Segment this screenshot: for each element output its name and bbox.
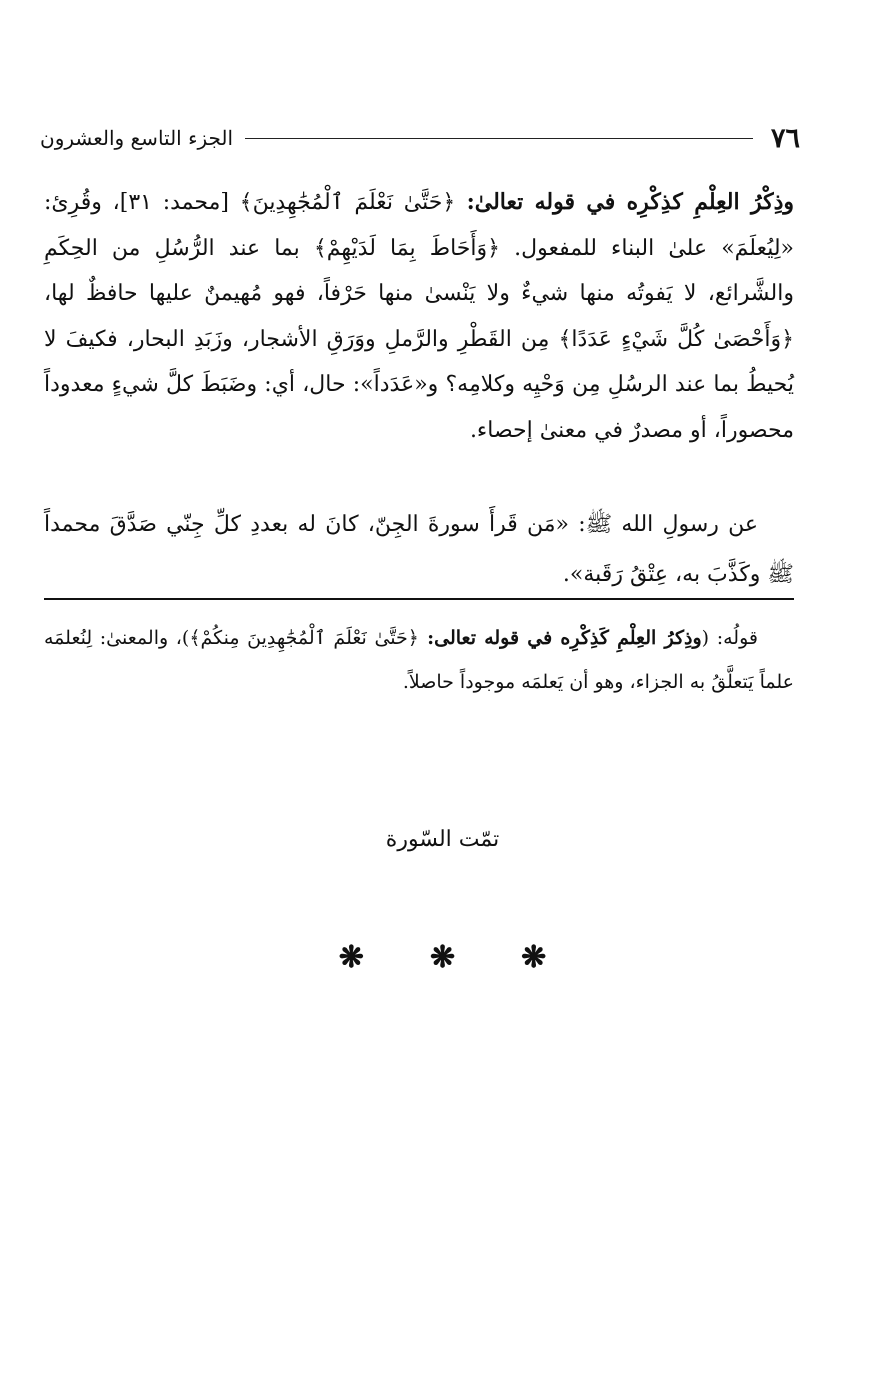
footnote-body: ﴿حَتَّىٰ نَعْلَمَ ٱلْمُجَٰهِدِينَ مِنكُمْ﴾)، والمعنىٰ: لِنُعلمَه علماً يَتعلَّقُ به الجزاء، وهو أن يَعلمَه موجوداً حاصلاً. xyxy=(44,627,794,693)
asterism-star-icon: ❋ xyxy=(338,940,364,975)
footnote-lead: قولُه: ( xyxy=(701,627,758,649)
footnote-lead-bold: وذِكرُ العِلْمِ كَذِكْرِه في قوله تعالى: xyxy=(418,627,702,649)
hadith-paragraph: عن رسولِ الله ﷺ: «مَن قَرأَ سورةَ الجِنّ، كانَ له بعددِ كلِّ جِنّي صَدَّقَ محمداً ﷺ وكَذَّبَ به، عِتْقُ رَقَبة». xyxy=(44,512,794,587)
footnote-divider xyxy=(44,598,794,600)
commentary-body: ﴿حَتَّىٰ نَعْلَمَ ٱلْمُجَٰهِدِينَ﴾ [محمد: ٣١]، وقُرِئ: «لِيُعلَمَ» علىٰ البناء للمفعول. ﴿وَأَحَاطَ بِمَا لَدَيْهِمْ﴾ بما عند الرُّسُلِ من الحِكَمِ والشَّرائع، لا يَفوتُه منها شيءٌ ولا يَنْسىٰ منها حَرْفاً، فهو مُهيمنٌ عليها حافظٌ لها، ﴿وَأَحْصَىٰ كُلَّ شَيْءٍ عَدَدًا﴾ مِن القَطْرِ والرَّملِ ووَرَقِ الأشجار، وزَبَدِ البحار، فكيفَ لا يُحيطُ بما عند الرسُلِ مِن وَحْيِه وكلامِه؟ و«عَدَداً»: حال، أي: وضَبَطَ كلَّ شيءٍ معدوداً محصوراً، أو مصدرٌ في معنىٰ إحصاء. xyxy=(44,190,795,443)
surah-end-label: تمّت السّورة xyxy=(385,827,500,852)
header-rule xyxy=(245,138,753,139)
asterism-star-icon: ❋ xyxy=(429,940,456,975)
footnote-paragraph xyxy=(44,616,794,704)
page-header xyxy=(40,120,800,156)
section-separator xyxy=(0,938,885,978)
running-title: الجزء التاسع والعشرون xyxy=(40,126,234,150)
asterism-star-icon: ❋ xyxy=(521,940,547,975)
page-number: ٧٦ xyxy=(770,122,800,154)
commentary-lead: وذِكْرُ العِلْمِ كذِكْرِه في قوله تعالىٰ: xyxy=(455,189,794,215)
commentary-paragraph xyxy=(44,180,794,453)
